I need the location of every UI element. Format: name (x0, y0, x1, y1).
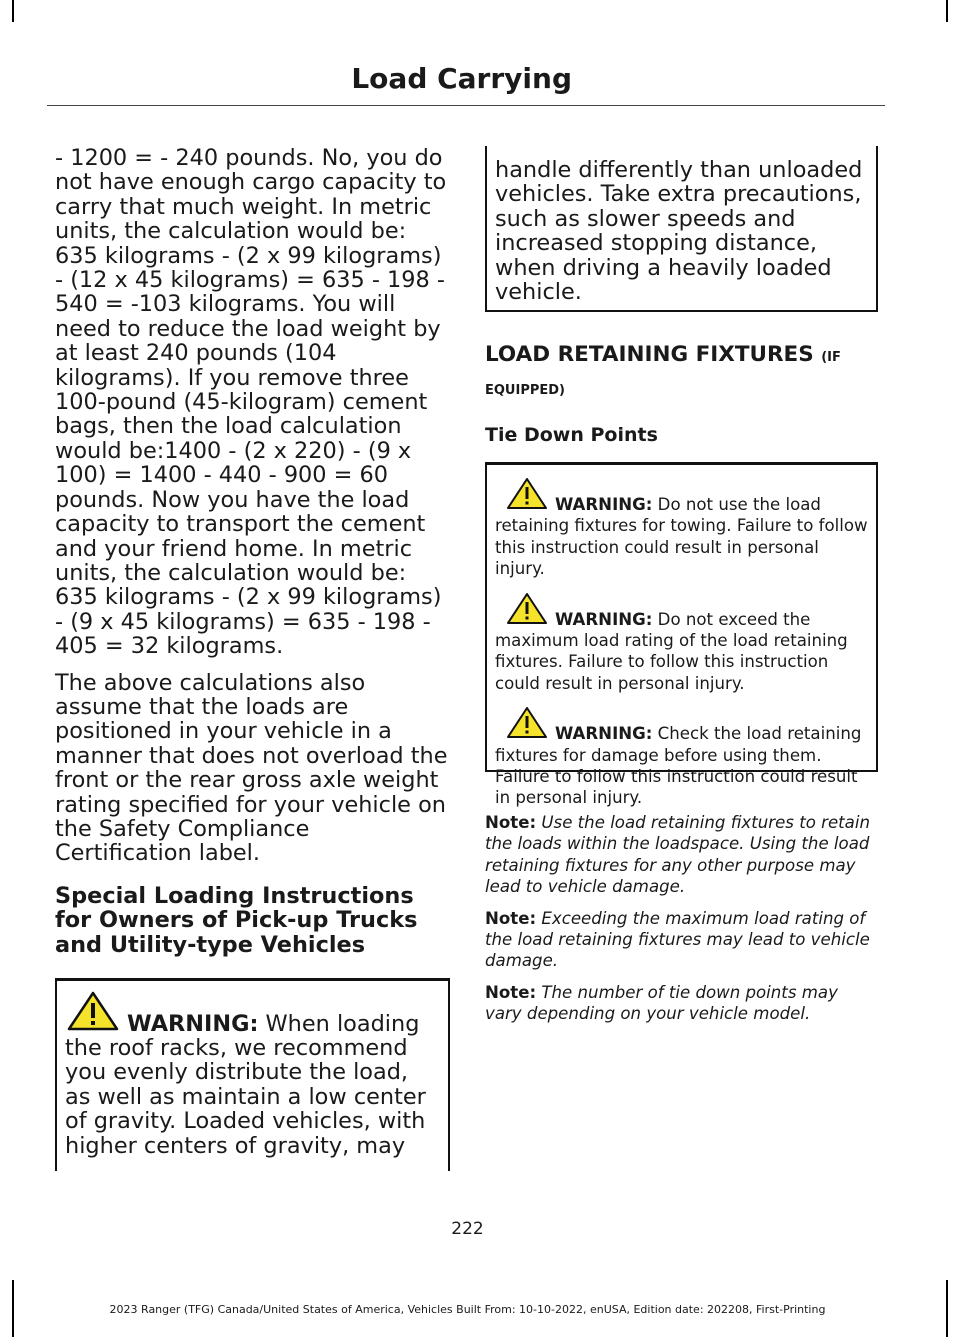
note-item: Note: Exceeding the maximum load rating of the load retaining fixtures may lead to vehicle damage. (485, 908, 870, 971)
load-retaining-heading: LOAD RETAINING FIXTURES (IF (485, 342, 841, 367)
note-item: Note: The number of tie down points may vary depending on your vehicle model. (485, 982, 838, 1024)
crop-mark-top-left (12, 0, 14, 22)
axle-paragraph: The above calculations also assume that the loads are positioned in your vehicle in a manner that does not overload the front or the rear gross axle weight rating specified for your vehicle on the Safety Compliance Certification label. (55, 669, 448, 867)
warning-triangle-icon (67, 991, 123, 1031)
crop-mark-bottom-right (946, 1280, 948, 1337)
warning-triangle-icon (505, 706, 551, 739)
page-footer: 2023 Ranger (TFG) Canada/United States of America, Vehicles Built From: 10-10-2022, enUSA, Edition date: 202208, First-Printing (109, 1303, 826, 1316)
page-number: 222 (451, 1219, 484, 1239)
warning-text: When loading the roof racks, we recommend you evenly distribute the load, as well as maintain a low center of gravity. Loaded vehicles, with higher centers of gravity, may (65, 1010, 426, 1159)
special-loading-heading: Special Loading Instructions for Owners of Pick-up Trucks and Utility-type Vehicles (55, 882, 418, 958)
header-divider (47, 105, 885, 106)
warning-item: WARNING: Do not use the load retaining fixtures for towing. Failure to follow this instruction could result in personal injury. (495, 477, 872, 580)
warning-continued-text: handle differently than unloaded vehicles. Take extra precautions, such as slower speeds and increased stopping distance, when driving a heavily loaded vehicle. (495, 157, 863, 306)
warning-item: WARNING: Do not exceed the maximum load rating of the load retaining fixtures. Failure to follow this instruction could result in personal injury. (495, 592, 872, 695)
notes-list (485, 812, 878, 1035)
crop-mark-top-right (946, 0, 948, 22)
roof-rack-warning-continued (485, 146, 878, 312)
page-header-title: Load Carrying (351, 62, 572, 95)
warning-item: WARNING: Check the load retaining fixtures for damage before using them. Failure to follow this instruction could result in personal injury. (495, 706, 872, 809)
tie-down-heading: Tie Down Points (485, 424, 658, 446)
warning-label: WARNING: (127, 1010, 259, 1037)
left-column (55, 146, 450, 1171)
calculation-paragraph: - 1200 = - 240 pounds. No, you do not have enough cargo capacity to carry that much weight. In metric units, the calculation would be: 635 kilograms - (2 x 99 kilograms) - (12 x 45 kilograms) = 635 - 198 - 540 = -103 kilograms. You will need to reduce the load weight by at least 240 pounds (104 kilograms). If you remove three 100-pound (45-kilogram) cement bags, then the load calculation would be:1400 - (2 x 220) - (9 x 100) = 1400 - 440 - 900 = 60 pounds. Now you have the load capacity to transport the cement and your friend home. In metric units, the calculation would be: 635 kilograms - (2 x 99 kilograms) - (9 x 45 kilograms) = 635 - 198 - 405 = 32 kilograms. (55, 145, 447, 660)
roof-rack-warning-box (55, 978, 450, 1171)
tie-down-warnings-box (485, 462, 878, 808)
warning-triangle-icon (505, 592, 551, 625)
warning-triangle-icon (505, 477, 551, 510)
note-item: Note: Use the load retaining fixtures to retain the loads within the loadspace. Using the load retaining fixtures for any other purpose may lead to vehicle damage. (485, 813, 870, 897)
if-equipped-tag: EQUIPPED) (485, 383, 565, 398)
